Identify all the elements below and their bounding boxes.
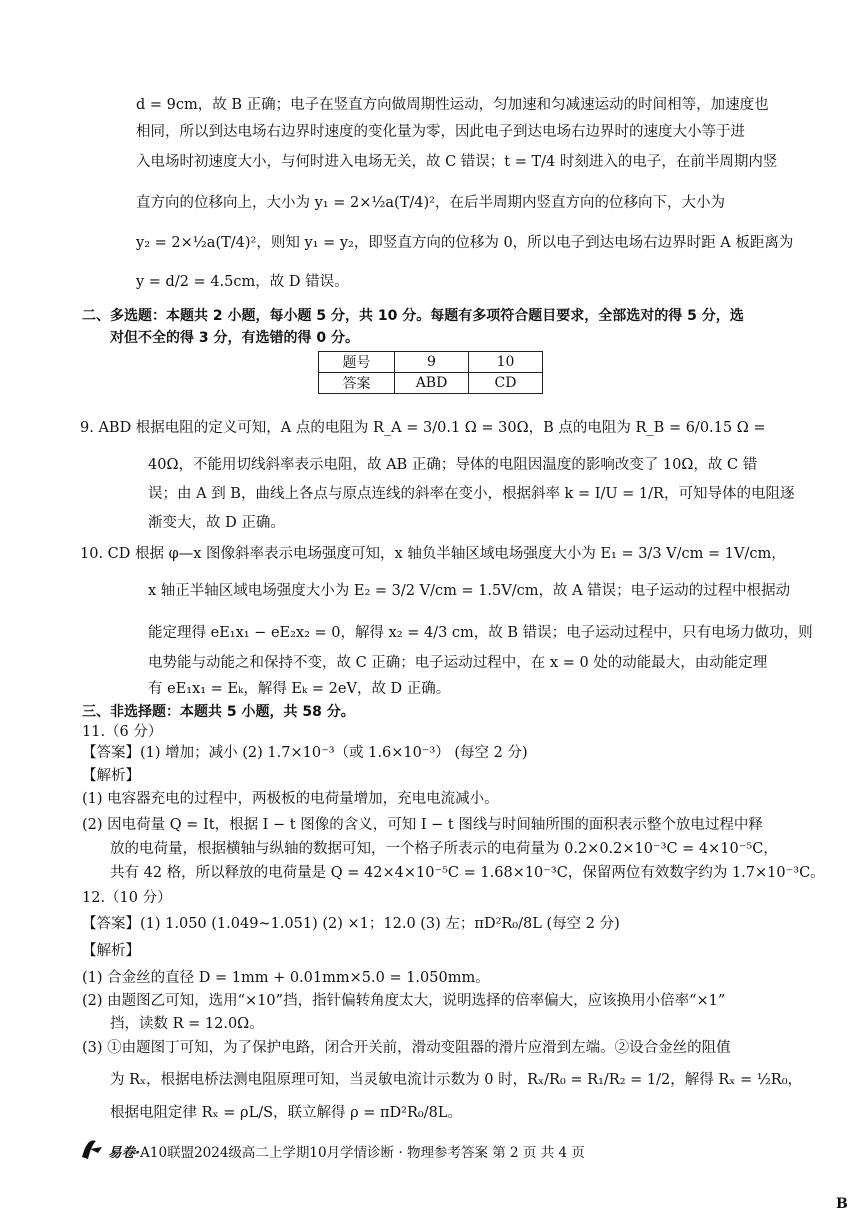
text-line: y₂ = 2×½a(T/4)²，则知 y₁ = y₂，即竖直方向的位移为 0，所以电子到达电场右边界时距 A 板距离为	[136, 235, 794, 251]
text-line: 挡，读数 R = 12.0Ω。	[110, 1016, 264, 1032]
text-line: 为 Rₓ，根据电桥法测电阻原理可知，当灵敏电流计示数为 0 时，Rₓ/R₀ = R₁/R₂ = 1/2，解得 Rₓ = ½R₀，	[110, 1072, 803, 1088]
corner-mark: B	[836, 1196, 848, 1212]
brand-logo-icon	[78, 1137, 106, 1161]
text-line: (2) 由题图乙可知，选用“×10”挡，指针偏转角度太大，说明选择的倍率偏大，应该换用小倍率“×1”	[82, 993, 726, 1009]
table-cell: 题号	[319, 352, 395, 373]
text-line: 12.（10 分）	[82, 890, 172, 906]
footer-text: A10联盟2024级高二上学期10月学情诊断 · 物理参考答案 第 2 页 共 4 页	[140, 1145, 585, 1161]
text-line: 放的电荷量，根据横轴与纵轴的数据可知，一个格子所表示的电荷量为 0.2×0.2×10⁻³C = 4×10⁻⁵C，	[110, 841, 778, 857]
text-line: 【答案】(1) 增加；减小 (2) 1.7×10⁻³（或 1.6×10⁻³） (每空 2 分)	[82, 745, 528, 761]
text-line: 渐变大，故 D 正确。	[148, 515, 285, 531]
text-line: (1) 电容器充电的过程中，两极板的电荷量增加，充电电流减小。	[82, 791, 499, 807]
table-cell: 答案	[319, 373, 395, 394]
answer-table-header-row	[319, 352, 543, 373]
text-line: 相同，所以到达电场右边界时速度的变化量为零，因此电子到达电场右边界时的速度大小等于进	[136, 124, 745, 140]
text-line: 40Ω，不能用切线斜率表示电阻，故 AB 正确；导体的电阻因温度的影响改变了 10Ω，故 C 错	[148, 457, 758, 473]
text-line: 误；由 A 到 B，曲线上各点与原点连线的斜率在变小，根据斜率 k = I/U = 1/R，可知导体的电阻逐	[148, 486, 795, 502]
brand-logo-text: 易卷·	[108, 1145, 141, 1161]
table-cell: CD	[469, 373, 543, 394]
text-line: (1) 合金丝的直径 D = 1mm + 0.01mm×5.0 = 1.050mm。	[82, 970, 490, 986]
answer-table	[318, 351, 543, 394]
text-line: 11.（6 分）	[82, 724, 163, 740]
text-line: (3) ①由题图丁可知，为了保护电路，闭合开关前，滑动变阻器的滑片应滑到左端。②设合金丝的阻值	[82, 1040, 731, 1056]
text-line: y = d/2 = 4.5cm，故 D 错误。	[136, 274, 349, 290]
text-line: x 轴正半轴区域电场强度大小为 E₂ = 3/2 V/cm = 1.5V/cm，故 A 错误；电子运动的过程中根据动	[148, 583, 791, 599]
text-line: 10. CD 根据 φ—x 图像斜率表示电场强度可知，x 轴负半轴区域电场强度大小为 E₁ = 3/3 V/cm = 1V/cm，	[80, 546, 786, 562]
section-heading: 对但不全的得 3 分，有选错的得 0 分。	[110, 330, 359, 346]
text-line: d = 9cm，故 B 正确；电子在竖直方向做周期性运动，匀加速和匀减速运动的时间相等，加速度也	[136, 97, 769, 113]
table-cell: 10	[469, 352, 543, 373]
text-line: 共有 42 格，所以释放的电荷量是 Q = 42×4×10⁻⁵C = 1.68×10⁻³C，保留两位有效数字约为 1.7×10⁻³C。	[110, 865, 825, 881]
text-line: 【解析】	[82, 768, 140, 784]
section-heading: 三、非选择题：本题共 5 小题，共 58 分。	[82, 704, 355, 720]
text-line: 电势能与动能之和保持不变，故 C 正确；电子运动过程中，在 x = 0 处的动能最大，由动能定理	[148, 655, 768, 671]
page-footer	[108, 1141, 585, 1161]
text-line: 【解析】	[82, 943, 140, 959]
text-line: 9. ABD 根据电阻的定义可知，A 点的电阻为 R_A = 3/0.1 Ω = 30Ω，B 点的电阻为 R_B = 6/0.15 Ω =	[80, 420, 766, 436]
text-line: 有 eE₁x₁ = Eₖ，解得 Eₖ = 2eV，故 D 正确。	[148, 681, 451, 697]
text-line: 根据电阻定律 Rₓ = ρL/S，联立解得 ρ = πD²R₀/8L。	[110, 1105, 462, 1121]
answer-table-row	[319, 373, 543, 394]
text-line: (2) 因电荷量 Q = It，根据 I − t 图像的含义，可知 I − t 图线与时间轴所围的面积表示整个放电过程中释	[82, 817, 763, 833]
text-line: 能定理得 eE₁x₁ − eE₂x₂ = 0，解得 x₂ = 4/3 cm，故 B 错误；电子运动过程中，只有电场力做功，则	[148, 625, 813, 641]
text-line: 【答案】(1) 1.050 (1.049~1.051) (2) ×1；12.0 (3) 左；πD²R₀/8L (每空 2 分)	[82, 916, 620, 932]
section-heading: 二、多选题：本题共 2 小题，每小题 5 分，共 10 分。每题有多项符合题目要求，全部选对的得 5 分，选	[82, 308, 744, 324]
text-line: 入电场时初速度大小，与何时进入电场无关，故 C 错误；t = T/4 时刻进入的电子，在前半周期内竖	[136, 154, 778, 170]
table-cell: ABD	[395, 373, 469, 394]
table-cell: 9	[395, 352, 469, 373]
text-line: 直方向的位移向上，大小为 y₁ = 2×½a(T/4)²，在后半周期内竖直方向的位移向下，大小为	[136, 195, 725, 211]
